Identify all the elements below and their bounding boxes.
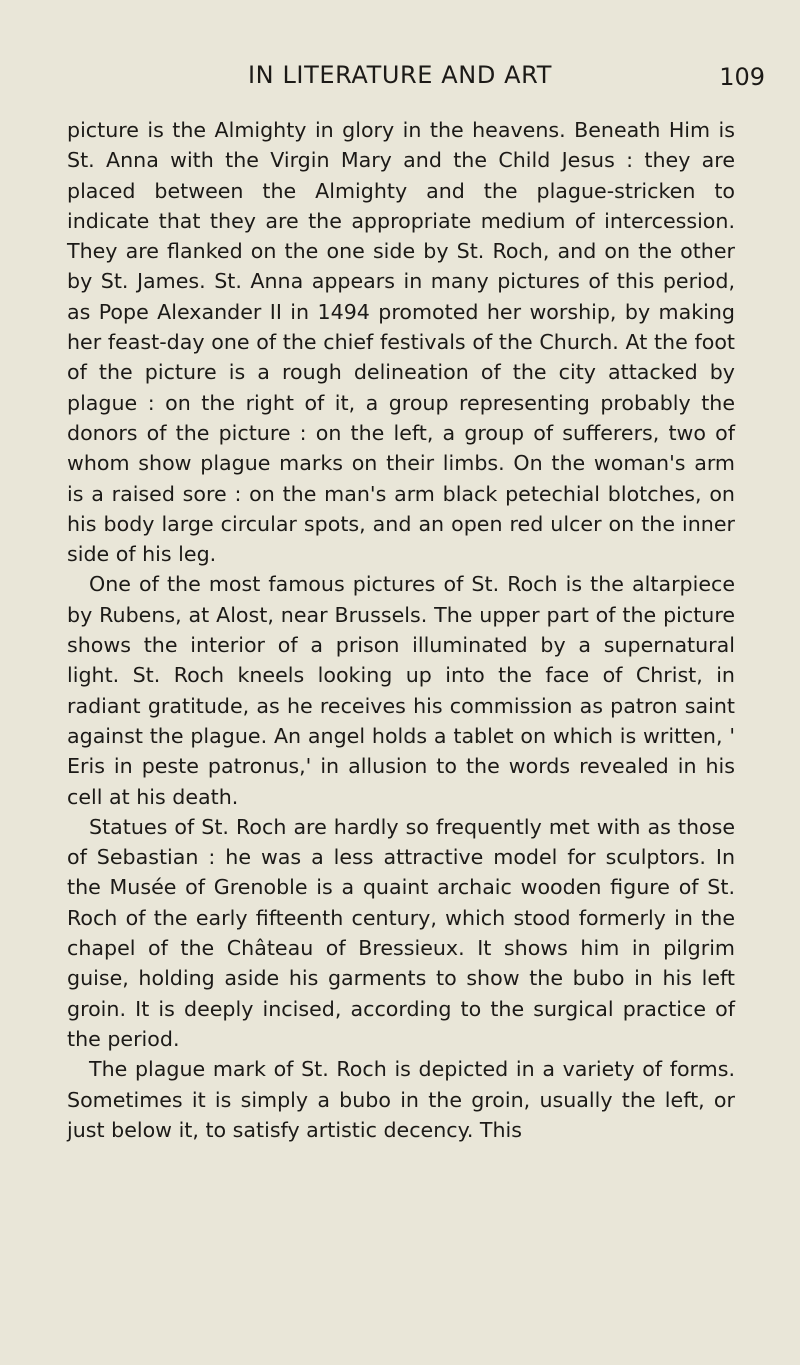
page-number: 109 xyxy=(719,63,765,91)
running-head xyxy=(0,58,800,92)
paragraph-continued: picture is the Almighty in glory in the heavens. Beneath Him is St. Anna with the Virgin Mary and the Child Jesus : they are placed between the Almighty and the plague-stricken to indicate that they are the appropriate medium of intercession. They are flanked on the one side by St. Roch, and on the other by St. James. St. Anna appears in many pictures of this period, as Pope Alexander II in 1494 promoted her worship, by making her feast-day one of the chief festivals of the Church. At the foot of the picture is a rough delineation of the city attacked by plague : on the right of it, a group representing probably the donors of the picture : on the left, a group of sufferers, two of whom show plague marks on their limbs. On the woman's arm is a raised sore : on the man's arm black petechial blotches, on his body large circular spots, and an open red ulcer on the inner side of his leg. xyxy=(67,118,735,567)
paragraph-statues: Statues of St. Roch are hardly so frequently met with as those of Sebastian : he was a less attractive model for sculptors. In the Musée of Grenoble is a quaint archaic wooden figure of St. Roch of the early fifteenth century, which stood formerly in the chapel of the Château of Bressieux. It shows him in pilgrim guise, holding aside his garments to show the bubo in his left groin. It is deeply incised, according to the surgical practice of the period. xyxy=(67,814,735,1051)
paragraph-plague-mark: The plague mark of St. Roch is depicted in a variety of forms. Sometimes it is simply a bubo in the groin, usually the left, or just below it, to satisfy artistic decency. This xyxy=(67,1057,735,1142)
body-text xyxy=(67,115,735,1145)
running-title: IN LITERATURE AND ART xyxy=(248,61,552,89)
paragraph-rubens: One of the most famous pictures of St. Roch is the altarpiece by Rubens, at Alost, near Brussels. The upper part of the picture shows the interior of a prison illuminated by a supernatural light. St. Roch kneels looking up into the face of Christ, in radiant gratitude, as he receives his commission as patron saint against the plague. An angel holds a tablet on which is written, ' Eris in peste patronus,' in allusion to the words revealed in his cell at his death. xyxy=(67,572,735,809)
